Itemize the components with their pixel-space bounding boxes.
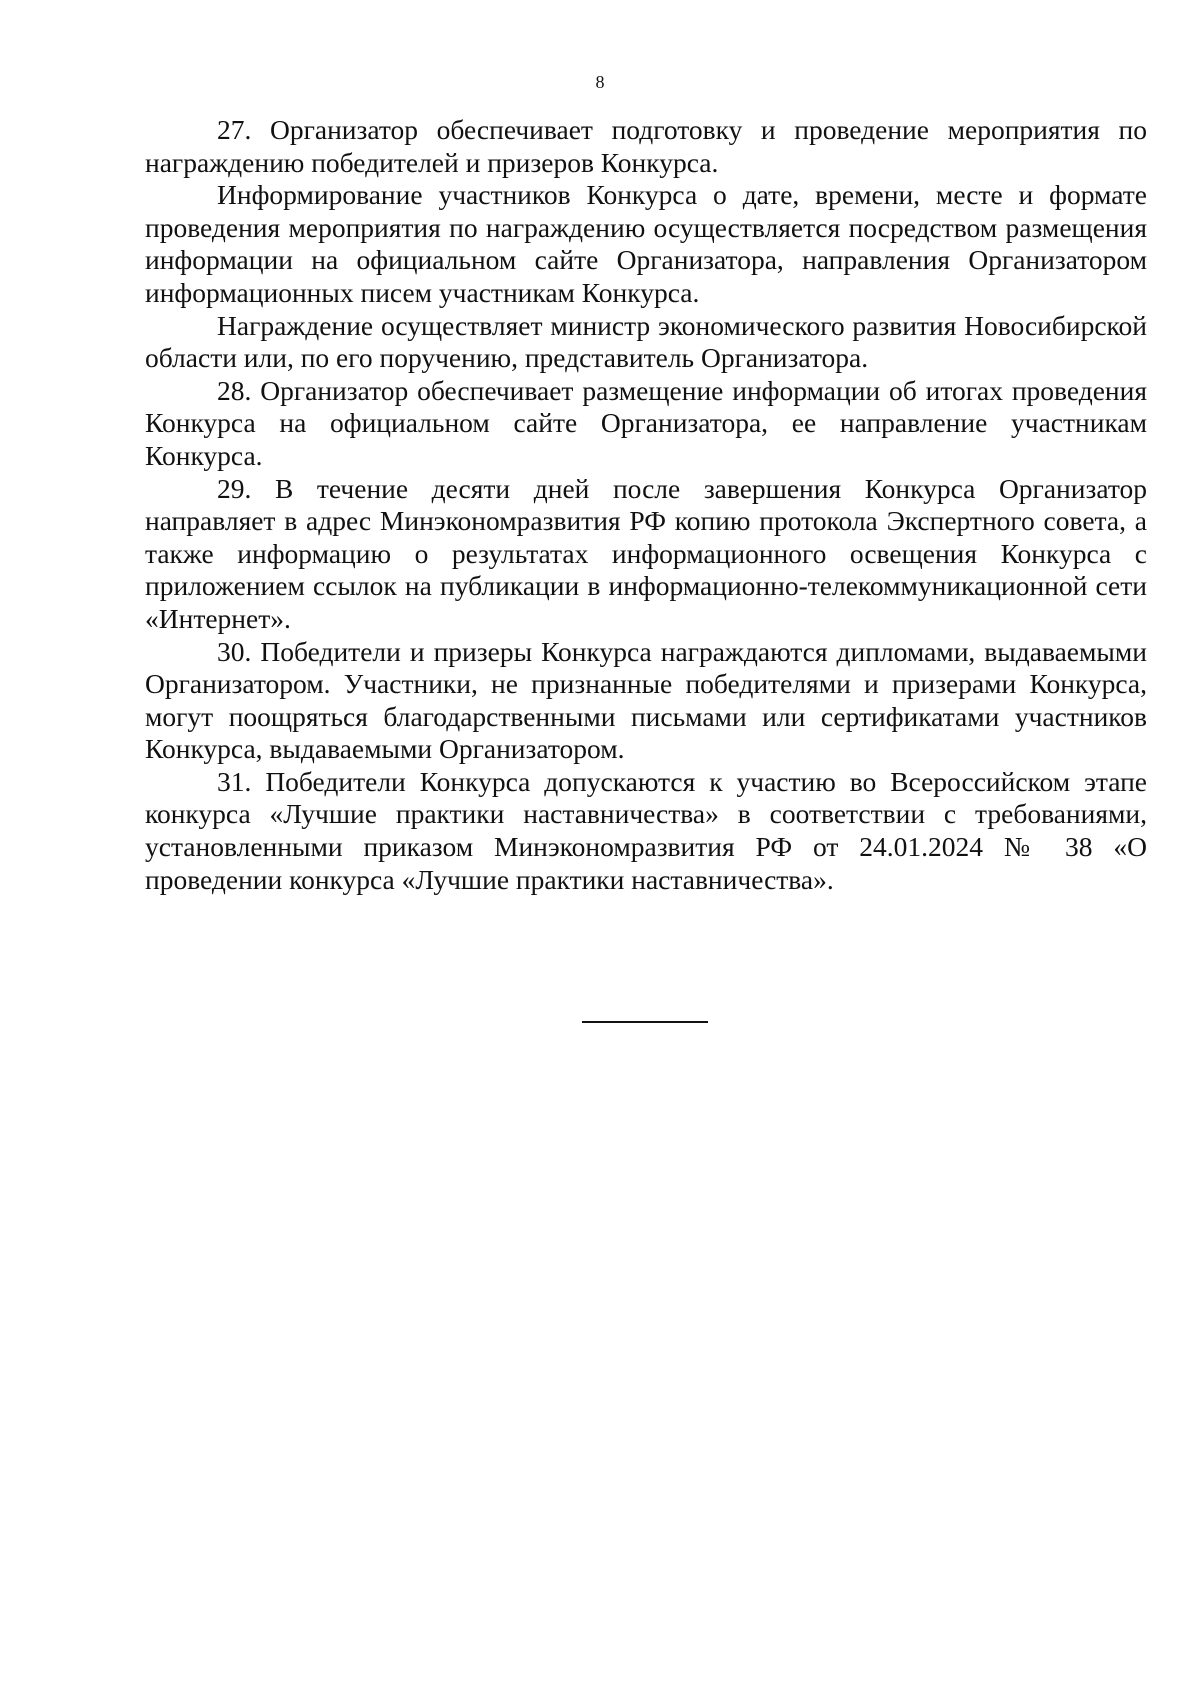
paragraph-28: 28. Организатор обеспечивает размещение информации об итогах проведения Конкурса на официальном сайте Организатора, ее направление участникам Конкурса. <box>145 374 1147 471</box>
end-divider <box>582 1021 708 1023</box>
paragraph-29: 29. В течение десяти дней после завершения Конкурса Организатор направляет в адрес Минэкономразвития РФ копию протокола Экспертного совета, а также информацию о результатах информационного освещения Конкурса с приложением ссылок на публикации в информационно-телекоммуникационной сети «Интернет». <box>145 472 1147 634</box>
paragraph-27-informing: Информирование участников Конкурса о дате, времени, месте и формате проведения мероприятия по награждению осуществляется посредством размещения информации на официальном сайте Организатора, направления Организатором информационных писем участникам Конкурса. <box>145 179 1147 308</box>
document-body <box>145 114 1147 896</box>
paragraph-27-awarding: Награждение осуществляет министр экономического развития Новосибирской области или, по его поручению, представитель Организатора. <box>145 309 1147 374</box>
page-number: 8 <box>595 72 605 92</box>
paragraph-31: 31. Победители Конкурса допускаются к участию во Всероссийском этапе конкурса «Лучшие практики наставничества» в соответствии с требованиями, установленными приказом Минэкономразвития РФ от 24.01.2024 № 38 «О проведении конкурса «Лучшие практики наставничества». <box>145 765 1147 895</box>
paragraph-27: 27. Организатор обеспечивает подготовку и проведение мероприятия по награждению победителей и призеров Конкурса. <box>145 114 1147 178</box>
paragraph-30: 30. Победители и призеры Конкурса награждаются дипломами, выдаваемыми Организатором. Участники, не признанные победителями и призерами Конкурса, могут поощряться благодарственными письмами или сертификатами участников Конкурса, выдаваемыми Организатором. <box>145 635 1147 765</box>
